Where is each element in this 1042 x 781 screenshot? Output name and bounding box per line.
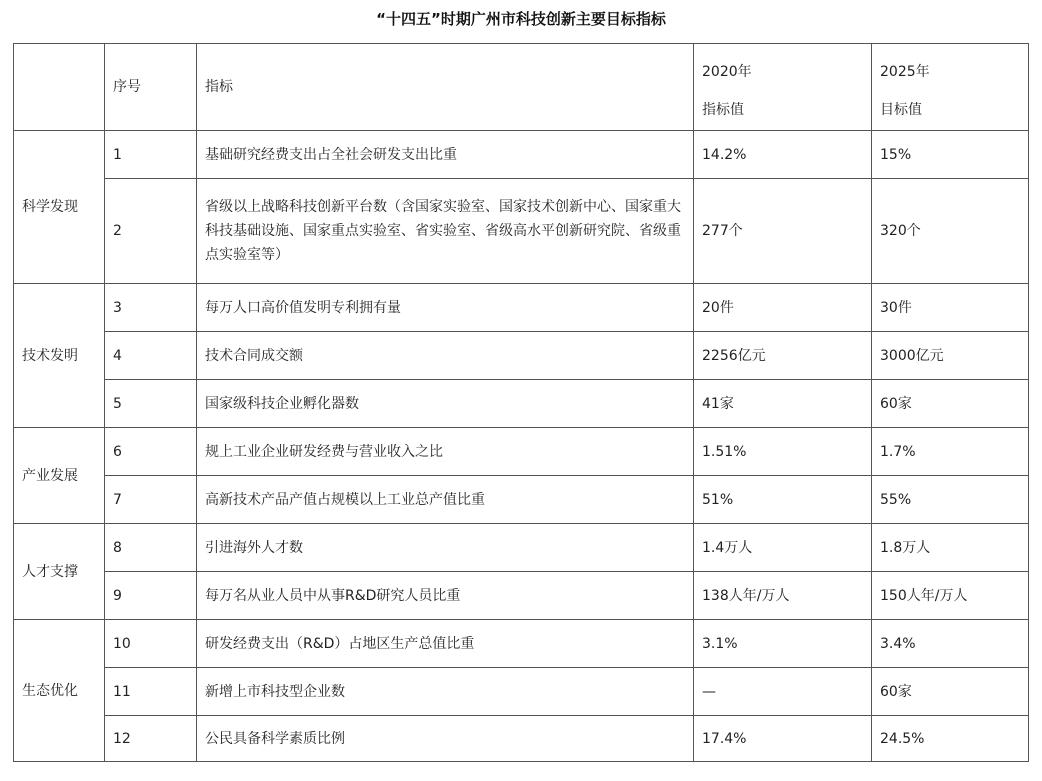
target-2025-cell: 1.7% — [872, 428, 1029, 476]
index-cell: 4 — [105, 332, 197, 380]
header-value-2020 — [694, 44, 872, 131]
target-2025-cell: 30件 — [872, 284, 1029, 332]
indicator-cell: 高新技术产品产值占规模以上工业总产值比重 — [197, 476, 694, 524]
value-2020-cell: 1.51% — [694, 428, 872, 476]
header-value-2020-year: 2020年 — [702, 64, 752, 80]
value-2020-cell: 41家 — [694, 380, 872, 428]
table-row — [14, 572, 1029, 620]
header-category — [14, 44, 105, 131]
index-cell: 6 — [105, 428, 197, 476]
indicators-table — [13, 43, 1029, 762]
index-cell: 9 — [105, 572, 197, 620]
target-2025-cell: 3000亿元 — [872, 332, 1029, 380]
table-header-row — [14, 44, 1029, 131]
target-2025-cell: 24.5% — [872, 716, 1029, 762]
indicator-cell: 引进海外人才数 — [197, 524, 694, 572]
indicator-cell: 新增上市科技型企业数 — [197, 668, 694, 716]
value-2020-cell: 277个 — [694, 179, 872, 284]
index-cell: 5 — [105, 380, 197, 428]
target-2025-cell: 1.8万人 — [872, 524, 1029, 572]
index-cell: 8 — [105, 524, 197, 572]
index-cell: 2 — [105, 179, 197, 284]
index-cell: 7 — [105, 476, 197, 524]
table-row — [14, 428, 1029, 476]
target-2025-cell: 60家 — [872, 380, 1029, 428]
index-cell: 10 — [105, 620, 197, 668]
header-index: 序号 — [105, 44, 197, 131]
target-2025-cell: 3.4% — [872, 620, 1029, 668]
indicator-cell: 规上工业企业研发经费与营业收入之比 — [197, 428, 694, 476]
category-cell: 人才支撑 — [14, 524, 105, 620]
table-row — [14, 476, 1029, 524]
header-target-2025-year: 2025年 — [880, 64, 930, 80]
table-row — [14, 524, 1029, 572]
indicator-cell: 技术合同成交额 — [197, 332, 694, 380]
value-2020-cell: 17.4% — [694, 716, 872, 762]
index-cell: 1 — [105, 131, 197, 179]
category-cell: 产业发展 — [14, 428, 105, 524]
value-2020-cell: 1.4万人 — [694, 524, 872, 572]
table-row — [14, 668, 1029, 716]
value-2020-cell: 20件 — [694, 284, 872, 332]
table-row — [14, 620, 1029, 668]
header-indicator: 指标 — [197, 44, 694, 131]
indicator-cell: 基础研究经费支出占全社会研发支出比重 — [197, 131, 694, 179]
value-2020-cell: 2256亿元 — [694, 332, 872, 380]
table-row — [14, 380, 1029, 428]
value-2020-cell: 3.1% — [694, 620, 872, 668]
header-target-2025-label: 目标值 — [880, 102, 922, 118]
indicator-cell: 研发经费支出（R&D）占地区生产总值比重 — [197, 620, 694, 668]
value-2020-cell: 138人年/万人 — [694, 572, 872, 620]
category-cell: 技术发明 — [14, 284, 105, 428]
value-2020-cell: 51% — [694, 476, 872, 524]
table-row — [14, 332, 1029, 380]
category-cell: 生态优化 — [14, 620, 105, 762]
index-cell: 3 — [105, 284, 197, 332]
page-title: “十四五”时期广州市科技创新主要目标指标 — [376, 10, 666, 28]
table-row — [14, 131, 1029, 179]
target-2025-cell: 320个 — [872, 179, 1029, 284]
target-2025-cell: 15% — [872, 131, 1029, 179]
indicator-cell: 每万名从业人员中从事R&D研究人员比重 — [197, 572, 694, 620]
index-cell: 11 — [105, 668, 197, 716]
target-2025-cell: 60家 — [872, 668, 1029, 716]
indicator-cell: 省级以上战略科技创新平台数（含国家实验室、国家技术创新中心、国家重大科技基础设施、国家重点实验室、省实验室、省级高水平创新研究院、省级重点实验室等） — [197, 179, 694, 284]
value-2020-cell: — — [694, 668, 872, 716]
index-cell: 12 — [105, 716, 197, 762]
target-2025-cell: 150人年/万人 — [872, 572, 1029, 620]
indicator-cell: 国家级科技企业孵化器数 — [197, 380, 694, 428]
table-row — [14, 716, 1029, 762]
target-2025-cell: 55% — [872, 476, 1029, 524]
header-target-2025 — [872, 44, 1029, 131]
table-row — [14, 284, 1029, 332]
header-value-2020-label: 指标值 — [702, 102, 744, 118]
value-2020-cell: 14.2% — [694, 131, 872, 179]
indicator-cell: 每万人口高价值发明专利拥有量 — [197, 284, 694, 332]
table-row — [14, 179, 1029, 284]
indicator-cell: 公民具备科学素质比例 — [197, 716, 694, 762]
category-cell: 科学发现 — [14, 131, 105, 284]
